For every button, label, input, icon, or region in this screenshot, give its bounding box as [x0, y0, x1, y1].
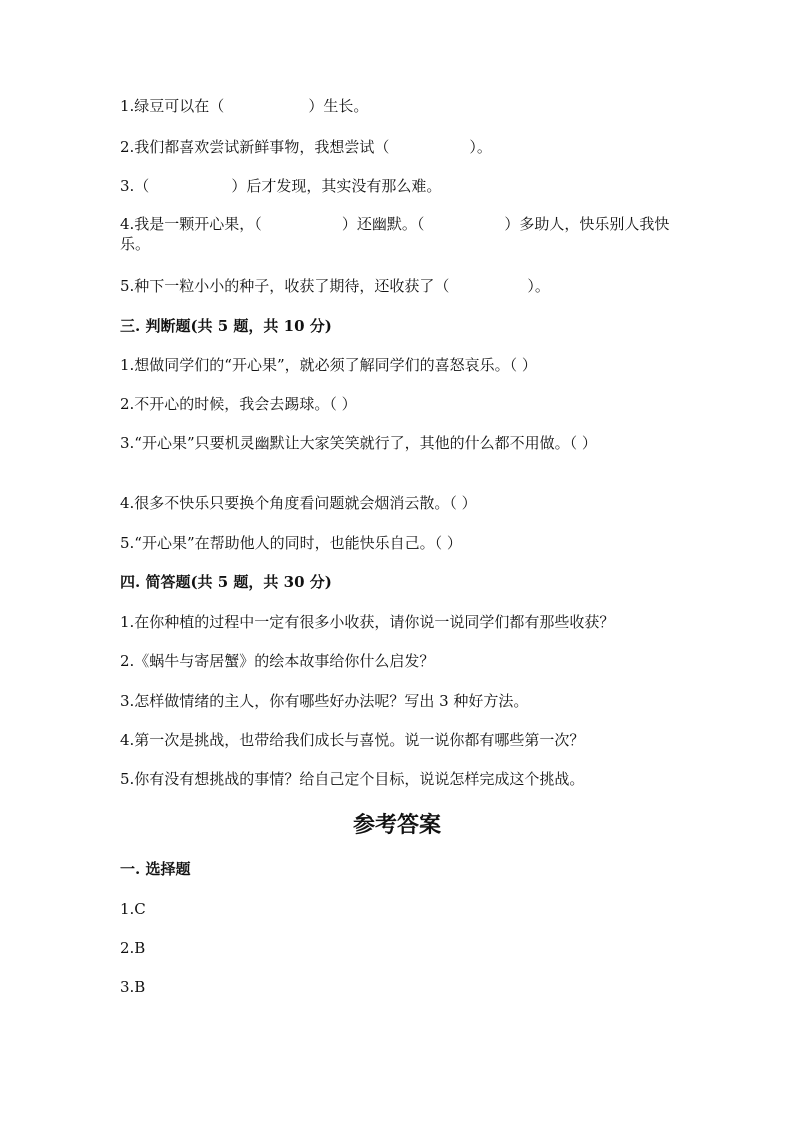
- text: ）生长。: [308, 97, 369, 115]
- text: 3.（: [120, 177, 150, 195]
- short-answer-item-2: 2.《蜗牛与寄居蟹》的绘本故事给你什么启发？: [120, 652, 435, 670]
- answer-item-1: 1.C: [120, 900, 146, 918]
- answer-key-title: 参考答案: [352, 812, 441, 838]
- text: ）。: [469, 138, 492, 156]
- answer-item-2: 2.B: [120, 939, 146, 957]
- text: 4.我是一颗开心果，（: [120, 215, 262, 233]
- section-heading-short-answer: 四. 简答题(共 5 题，共 30 分): [120, 573, 332, 591]
- section-heading-judgment: 三. 判断题(共 5 题，共 10 分): [120, 317, 332, 335]
- judgment-item-4: 4.很多不快乐只要换个角度看问题就会烟消云散。（ ）: [120, 494, 477, 512]
- text: 1.绿豆可以在（: [120, 97, 225, 115]
- short-answer-item-3: 3.怎样做情绪的主人，你有哪些好办法呢？写出 3 种好方法。: [120, 692, 529, 710]
- fill-blank-item-1: [120, 96, 680, 116]
- fill-blank-item-5: [120, 276, 680, 296]
- text: ）。: [527, 277, 550, 295]
- judgment-item-3: 3.“开心果”只要机灵幽默让大家笑笑就行了，其他的什么都不用做。（ ）: [120, 434, 597, 452]
- judgment-item-5: 5.“开心果”在帮助他人的同时，也能快乐自己。（ ）: [120, 534, 462, 552]
- fill-blank-item-2: [120, 137, 680, 157]
- short-answer-item-4: 4.第一次是挑战，也带给我们成长与喜悦。说一说你都有哪些第一次？: [120, 731, 585, 749]
- short-answer-item-1: 1.在你种植的过程中一定有很多小收获，请你说一说同学们都有那些收获？: [120, 613, 615, 631]
- text: 2.我们都喜欢尝试新鲜事物，我想尝试（: [120, 138, 390, 156]
- fill-blank-item-3: [120, 176, 680, 196]
- text: 5.种下一粒小小的种子，收获了期待，还收获了（: [120, 277, 450, 295]
- text: ）后才发现，其实没有那么难。: [231, 177, 442, 195]
- answer-item-3: 3.B: [120, 978, 146, 996]
- short-answer-item-5: 5.你有没有想挑战的事情？给自己定个目标，说说怎样完成这个挑战。: [120, 770, 585, 788]
- text: ）多助人，快乐别人我快乐。: [120, 215, 670, 253]
- judgment-item-2: 2.不开心的时候，我会去踢球。（ ）: [120, 395, 357, 413]
- answer-section-heading: 一. 选择题: [120, 860, 191, 878]
- fill-blank-item-4: [120, 214, 680, 254]
- judgment-item-1: 1.想做同学们的“开心果”，就必须了解同学们的喜怒哀乐。（ ）: [120, 356, 537, 374]
- text: ）还幽默。（: [341, 215, 425, 233]
